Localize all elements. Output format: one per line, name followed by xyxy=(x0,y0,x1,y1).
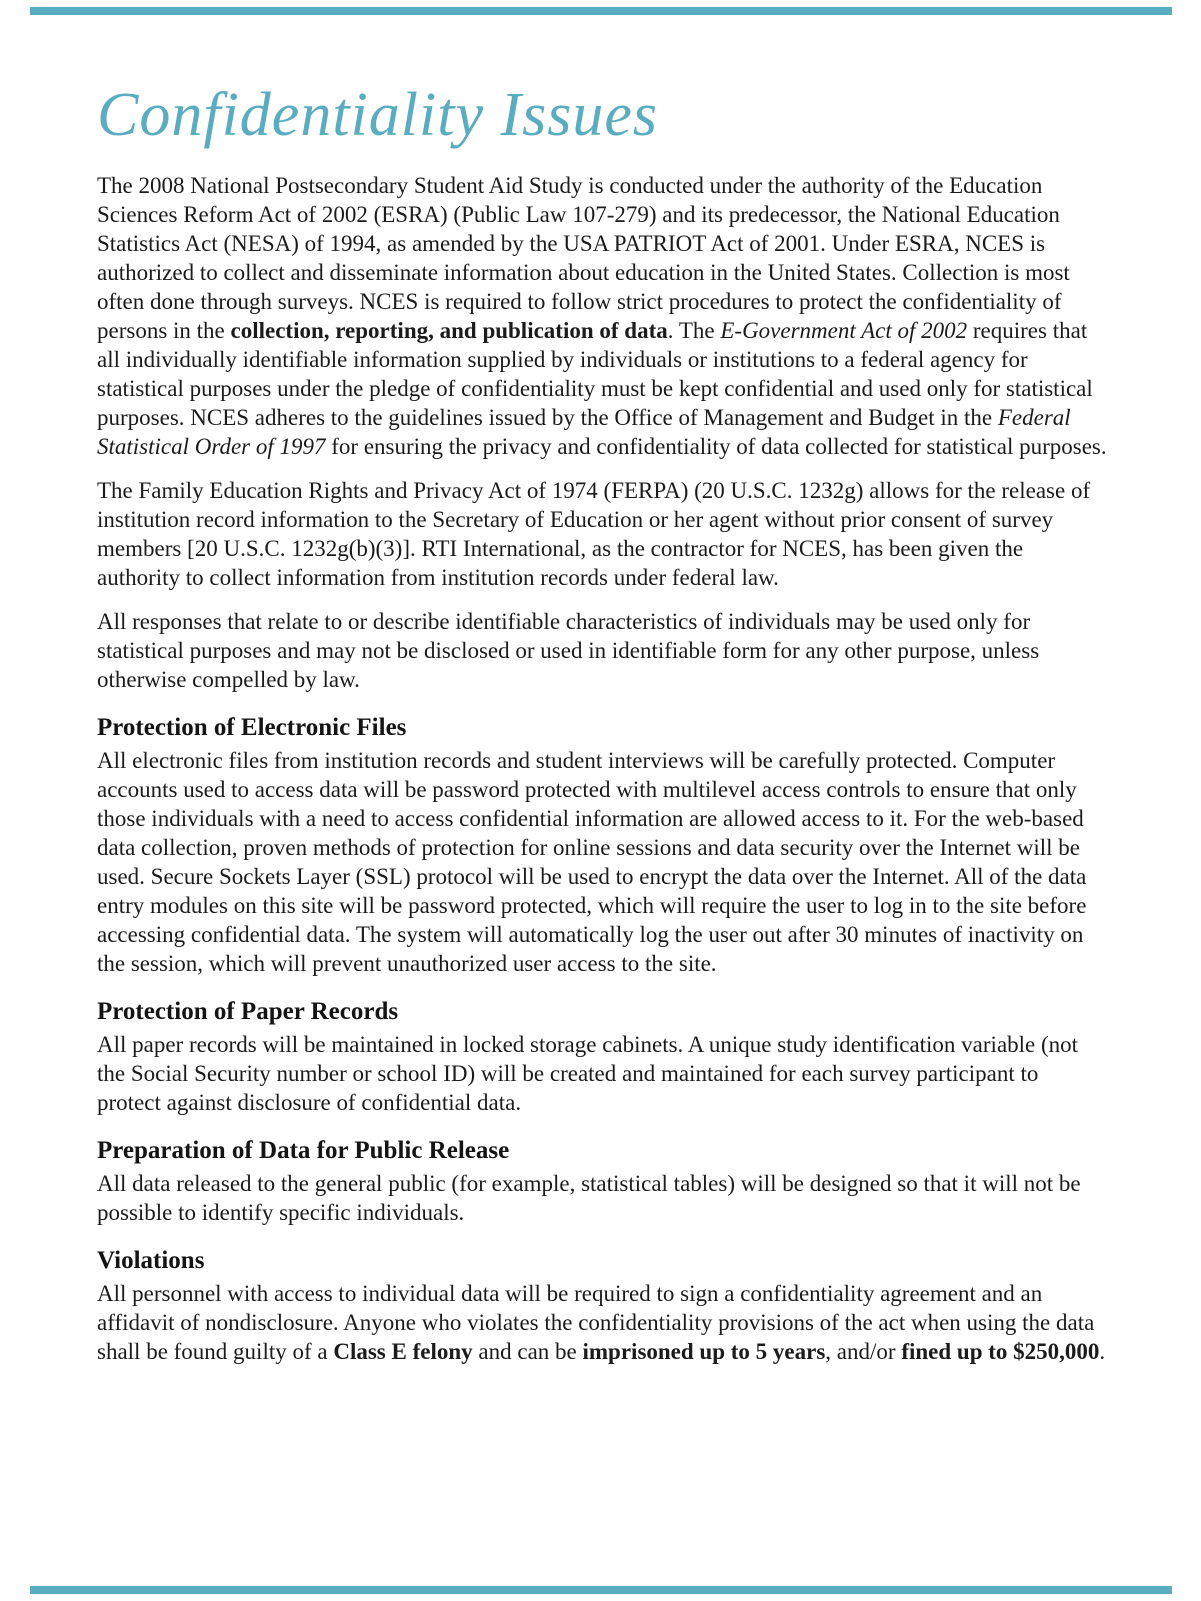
paragraph xyxy=(97,476,1107,592)
text: All electronic files from institution records and student interviews will be carefully protected. Computer accounts used to access data will be password protected with multilevel access controls to ensure that only those individuals with a need to access confidential information are allowed access to it. For the web-based data collection, proven methods of protection for online sessions and data security over the Internet will be used. Secure Sockets Layer (SSL) protocol will be used to encrypt the data over the Internet. All of the data entry modules on this site will be password protected, which will require the user to log in to the site before accessing confidential data. The system will automatically log the user out after 30 minutes of inactivity on the session, which will prevent unauthorized user access to the site. xyxy=(97,748,1087,977)
text: All personnel with access to individual data will be required to sign a confidentiality agreement and an affidavit of nondisclosure. Anyone who violates the confidentiality provisions of the act when using the data shall be found guilty of a xyxy=(97,1281,1095,1365)
page-content xyxy=(97,80,1107,1366)
section-heading: Preparation of Data for Public Release xyxy=(97,1137,510,1165)
italic-text: E-Government Act of 2002 xyxy=(720,318,968,344)
text: requires that all individually identifiable information supplied by individuals or institutions to a federal agency for statistical purposes under the pledge of confidentiality must be kept confidential and used only for statistical purposes. NCES adheres to the guidelines issued by the Office of Management and Budget in the xyxy=(97,318,1093,431)
bottom-rule xyxy=(30,1586,1172,1594)
text: All data released to the general public (for example, statistical tables) will be designed so that it will not be possible to identify specific individuals. xyxy=(97,1171,1081,1226)
section-heading: Protection of Paper Records xyxy=(97,998,399,1026)
bold-text: fined up to $250,000 xyxy=(901,1339,1100,1365)
section-heading: Protection of Electronic Files xyxy=(97,714,407,742)
sections xyxy=(97,713,1107,1366)
paragraph xyxy=(97,746,1107,978)
intro-paragraphs xyxy=(97,171,1107,694)
text: for ensuring the privacy and confidentiality of data collected for statistical purposes. xyxy=(325,434,1107,460)
bold-text: imprisoned up to 5 years xyxy=(582,1339,826,1365)
text: . The xyxy=(667,318,721,344)
top-rule xyxy=(30,7,1172,15)
text: All responses that relate to or describe identifiable characteristics of individuals may be used only for statistical purposes and may not be disclosed or used in identifiable form for any other purpose, unless otherwise compelled by law. xyxy=(97,609,1040,693)
text: . xyxy=(1099,1339,1106,1365)
text: The Family Education Rights and Privacy Act of 1974 (FERPA) (20 U.S.C. 1232g) allows for the release of institution record information to the Secretary of Education or her agent without prior consent of survey members [20 U.S.C. 1232g(b)(3)]. RTI International, as the contractor for NCES, has been given the authority to collect information from institution records under federal law. xyxy=(97,478,1091,591)
bold-text: Class E felony xyxy=(333,1339,473,1365)
text: The 2008 National Postsecondary Student Aid Study is conducted under the authority of the Education Sciences Reform Act of 2002 (ESRA) (Public Law 107-279) and its predecessor, the National Education Statistics Act (NESA) of 1994, as amended by the USA PATRIOT Act of 2001. Under ESRA, NCES is authorized to collect and disseminate information about education in the United States. Collection is most often done through surveys. NCES is required to follow strict procedures to protect the confidentiality of persons in the xyxy=(97,173,1070,344)
paragraph xyxy=(97,1030,1107,1117)
section-heading: Violations xyxy=(97,1247,205,1275)
paragraph xyxy=(97,1279,1107,1366)
page-title: Confidentiality Issues xyxy=(97,81,659,149)
text: and can be xyxy=(472,1339,583,1365)
paragraph xyxy=(97,607,1107,694)
paragraph xyxy=(97,171,1107,461)
text: All paper records will be maintained in locked storage cabinets. A unique study identification variable (not the Social Security number or school ID) will be created and maintained for each survey participant to protect against disclosure of confidential data. xyxy=(97,1032,1079,1116)
italic-text: Federal Statistical Order of 1997 xyxy=(97,405,1071,460)
bold-text: collection, reporting, and publication of data xyxy=(230,318,668,344)
text: , and/or xyxy=(825,1339,902,1365)
paragraph xyxy=(97,1169,1107,1227)
